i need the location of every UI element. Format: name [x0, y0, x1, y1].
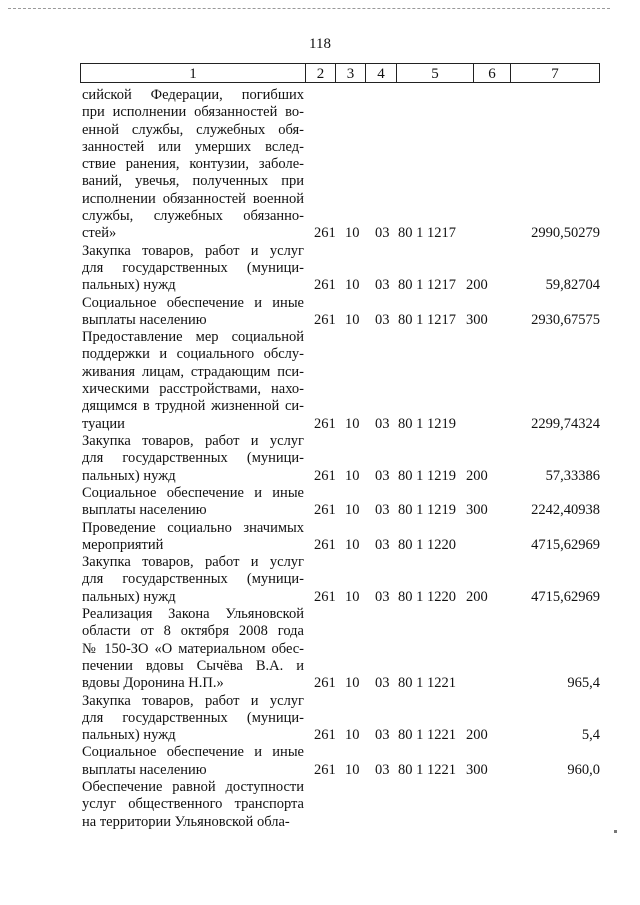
cell-c6: 200 — [466, 277, 488, 294]
table-header — [80, 63, 600, 85]
cell-c7: 4715,62969 — [531, 588, 600, 605]
description-line: Проведение социально значимых — [82, 519, 304, 536]
description-line: для государственных (муници- — [82, 450, 304, 467]
cell-c4: 03 — [375, 727, 390, 744]
cell-c7: 2930,67575 — [531, 311, 600, 328]
row-description — [82, 779, 304, 831]
cell-c2: 261 — [314, 761, 336, 778]
cell-c5: 80 1 1220 — [398, 588, 456, 605]
row-description — [82, 520, 304, 555]
cell-c7: 4715,62969 — [531, 536, 600, 553]
table-row — [0, 295, 640, 330]
cell-c6: 300 — [466, 502, 488, 519]
cell-c5: 80 1 1220 — [398, 536, 456, 553]
header-col-2: 2 — [305, 63, 336, 83]
cell-c2: 261 — [314, 536, 336, 553]
cell-c2: 261 — [314, 588, 336, 605]
cell-c2: 261 — [314, 502, 336, 519]
description-line: услуг общественного транспорта — [82, 796, 304, 813]
description-line: службы, служебных обязанно- — [82, 208, 304, 225]
description-line: Закупка товаров, работ и услуг — [82, 433, 304, 449]
cell-c4: 03 — [375, 225, 390, 242]
description-line: на территории Ульяновской обла- — [82, 813, 290, 830]
header-col-4: 4 — [365, 63, 397, 83]
header-col-5: 5 — [396, 63, 474, 83]
cell-c5: 80 1 1217 — [398, 277, 456, 294]
cell-c7: 2990,50279 — [531, 225, 600, 242]
cell-c5: 80 1 1219 — [398, 502, 456, 519]
scan-edge-line — [8, 8, 610, 9]
cell-c3: 10 — [345, 277, 360, 294]
description-line: пальных) нужд — [82, 467, 176, 484]
cell-c2: 261 — [314, 467, 336, 484]
cell-c2: 261 — [314, 311, 336, 328]
cell-c2: 261 — [314, 727, 336, 744]
cell-c3: 10 — [345, 225, 360, 242]
cell-c4: 03 — [375, 675, 390, 692]
description-line: печении вдовы Сычёва В.А. и — [82, 657, 304, 674]
description-line: Предоставление мер социальной — [82, 329, 304, 346]
cell-c4: 03 — [375, 536, 390, 553]
table-row — [0, 329, 640, 433]
description-line: Закупка товаров, работ и услуг — [82, 554, 304, 571]
description-line: ваний, увечья, полученных при — [82, 173, 304, 190]
cell-c6: 300 — [466, 311, 488, 328]
cell-c6: 200 — [466, 727, 488, 744]
row-description — [82, 295, 304, 330]
description-line: области от 8 октября 2008 года — [82, 623, 304, 640]
description-line: пальных) нужд — [82, 727, 176, 744]
cell-c3: 10 — [345, 415, 360, 432]
description-line: поддержки и социального обслу- — [82, 346, 304, 363]
cell-c6: 300 — [466, 761, 488, 778]
description-line: при исполнении обязанностей во- — [82, 104, 304, 121]
cell-c3: 10 — [345, 311, 360, 328]
table-row — [0, 744, 640, 779]
cell-c6: 200 — [466, 588, 488, 605]
description-line: выплаты населению — [82, 502, 207, 519]
description-line: выплаты населению — [82, 761, 207, 778]
row-description — [82, 744, 304, 779]
description-line: Социальное обеспечение и иные — [82, 294, 304, 311]
cell-c2: 261 — [314, 277, 336, 294]
table-row — [0, 779, 640, 831]
cell-c2: 261 — [314, 415, 336, 432]
cell-c5: 80 1 1219 — [398, 415, 456, 432]
row-description — [82, 693, 304, 745]
table-row — [0, 606, 640, 693]
row-description — [82, 554, 304, 606]
table-row — [0, 693, 640, 745]
cell-c2: 261 — [314, 675, 336, 692]
cell-c3: 10 — [345, 467, 360, 484]
table-row — [0, 520, 640, 555]
row-description — [82, 606, 304, 692]
header-col-7: 7 — [510, 63, 600, 83]
cell-c5: 80 1 1217 — [398, 225, 456, 242]
page-number: 118 — [309, 36, 331, 52]
description-line: Реализация Закона Ульяновской — [82, 606, 304, 622]
description-line: мероприятий — [82, 536, 164, 553]
table-row — [0, 485, 640, 520]
description-line: занностей или умерших вслед- — [82, 138, 304, 155]
cell-c4: 03 — [375, 277, 390, 294]
cell-c3: 10 — [345, 761, 360, 778]
cell-c7: 2299,74324 — [531, 415, 600, 432]
description-line: сийской Федерации, погибших — [82, 87, 304, 103]
description-line: ствие ранения, контузии, заболе- — [82, 156, 304, 173]
row-description — [82, 243, 304, 295]
cell-c5: 80 1 1219 — [398, 467, 456, 484]
cell-c3: 10 — [345, 727, 360, 744]
cell-c2: 261 — [314, 225, 336, 242]
cell-c3: 10 — [345, 675, 360, 692]
header-col-3: 3 — [335, 63, 366, 83]
cell-c7: 2242,40938 — [531, 502, 600, 519]
cell-c7: 57,33386 — [545, 467, 600, 484]
description-line: живания лицам, страдающим пси- — [82, 363, 304, 380]
description-line: Закупка товаров, работ и услуг — [82, 242, 304, 259]
description-line: стей» — [82, 225, 117, 242]
cell-c5: 80 1 1221 — [398, 675, 456, 692]
description-line: выплаты населению — [82, 311, 207, 328]
cell-c3: 10 — [345, 588, 360, 605]
header-col-1: 1 — [80, 63, 306, 83]
cell-c3: 10 — [345, 502, 360, 519]
cell-c4: 03 — [375, 415, 390, 432]
table-row — [0, 243, 640, 295]
cell-c7: 5,4 — [581, 727, 600, 744]
description-line: дящимся в трудной жизненной си- — [82, 398, 304, 415]
description-line: енной службы, служебных обя- — [82, 121, 304, 138]
row-description — [82, 87, 304, 243]
cell-c3: 10 — [345, 536, 360, 553]
description-line: туации — [82, 415, 125, 432]
row-description — [82, 485, 304, 520]
cell-c4: 03 — [375, 588, 390, 605]
cell-c4: 03 — [375, 467, 390, 484]
description-line: вдовы Доронина Н.П.» — [82, 675, 224, 692]
row-description — [82, 433, 304, 485]
description-line: пальных) нужд — [82, 588, 176, 605]
cell-c7: 59,82704 — [545, 277, 600, 294]
scan-speck — [614, 830, 617, 833]
description-line: хическими расстройствами, нахо- — [82, 381, 304, 398]
cell-c6: 200 — [466, 467, 488, 484]
description-line: № 150-ЗО «О материальном обес- — [82, 640, 304, 657]
table-row — [0, 87, 640, 243]
cell-c7: 965,4 — [567, 675, 600, 692]
description-line: для государственных (муници- — [82, 259, 304, 276]
description-line: Социальное обеспечение и иные — [82, 744, 304, 761]
cell-c5: 80 1 1221 — [398, 727, 456, 744]
cell-c4: 03 — [375, 761, 390, 778]
cell-c4: 03 — [375, 502, 390, 519]
cell-c5: 80 1 1217 — [398, 311, 456, 328]
description-line: пальных) нужд — [82, 277, 176, 294]
cell-c4: 03 — [375, 311, 390, 328]
cell-c7: 960,0 — [567, 761, 600, 778]
description-line: исполнении обязанностей военной — [82, 190, 304, 207]
cell-c5: 80 1 1221 — [398, 761, 456, 778]
row-description — [82, 329, 304, 433]
table-row — [0, 433, 640, 485]
description-line: для государственных (муници- — [82, 709, 304, 726]
description-line: Закупка товаров, работ и услуг — [82, 692, 304, 709]
table-row — [0, 554, 640, 606]
description-line: Социальное обеспечение и иные — [82, 484, 304, 501]
description-line: Обеспечение равной доступности — [82, 779, 304, 795]
header-col-6: 6 — [473, 63, 511, 83]
description-line: для государственных (муници- — [82, 571, 304, 588]
